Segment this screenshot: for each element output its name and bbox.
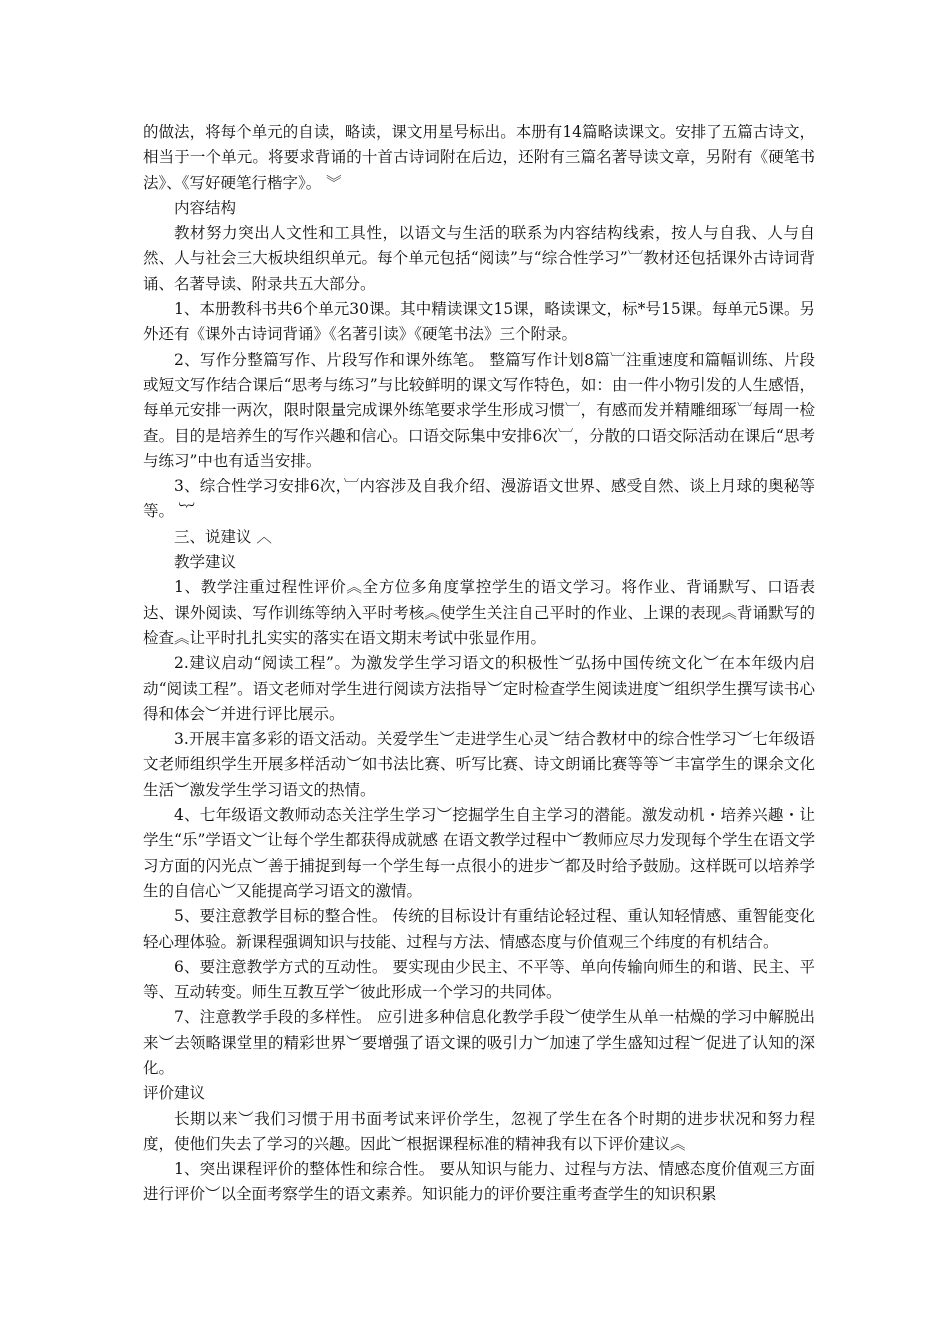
paragraph-teaching-7: 7、注意教学手段的多样性。 应引进多种信息化教学手段︶使学生从单一枯燥的学习中解脱出来︶去领略课堂里的精彩世界︶要增强了语文课的吸引力︶加速了学生盛知过程︶促进了认知的深化。 [143,1008,815,1077]
heading-suggestions: 三、说建议 ︿ [174,527,272,546]
paragraph-structure-2: 2、写作分整篇写作、片段写作和课外练笔。 整篇写作计划8篇︺注重速度和篇幅训练、片段或短文写作结合课后“思考与练习”与比较鲜明的课文写作特色，如：由一件小物引发的人生感悟，每单元安排一两次，限时限量完成课外练笔要求学生形成习惯︺，有感而发并精雕细琢︺每周一检查。目的是培养生的写作兴趣和信心。口语交际集中安排6次︺，分散的口语交际活动在课后“思考与练习”中也有适当安排。 [143,350,815,470]
paragraph-teaching-6: 6、要注意教学方式的互动性。 要实现由少民主、不平等、单向传输向师生的和谐、民主、平等、互动转变。师生互教互学︶彼此形成一个学习的共同体。 [143,957,815,1002]
paragraph-teaching-2: 2.建议启动“阅读工程”。为激发学生学习语文的积极性︶弘扬中国传统文化︶在本年级内启动“阅读工程”。语文老师对学生进行阅读方法指导︶定时检查学生阅读进度︶组织学生撰写读书心得和体会︶并进行评比展示。 [143,654,815,723]
heading-evaluation-suggestions: 评价建议 [143,1084,206,1103]
paragraph-teaching-5: 5、要注意教学目标的整合性。 传统的目标设计有重结论轻过程、重认知轻情感、重智能变化轻心理体验。新课程强调知识与技能、过程与方法、情感态度与价值观三个纬度的有机结合。 [143,907,815,951]
paragraph-teaching-1: 1、教学注重过程性评价︽全方位多角度掌控学生的语文学习。将作业、背诵默写、口语表达、课外阅读、写作训练等纳入平时考核︽使学生关注自己平时的作业、上课的表现︽背诵默写的检查︽让平时扎扎实实的落实在语文期末考试中张显作用。 [143,578,815,647]
paragraph-evaluation-1: 1、突出课程评价的整体性和综合性。 要从知识与能力、过程与方法、情感态度价值观三方面进行评价︶以全面考察学生的语文素养。知识能力的评价要注重考查学生的知识积累 [143,1160,815,1204]
document-body [143,120,815,1208]
heading-content-structure: 内容结构 [174,198,237,217]
paragraph-evaluation-intro: 长期以来︶我们习惯于用书面考试来评价学生，忽视了学生在各个时期的进步状况和努力程度，使他们失去了学习的兴趣。因此︶根据课程标准的精神我有以下评价建议︽ [143,1109,815,1153]
paragraph-teaching-3: 3.开展丰富多彩的语文活动。关爱学生︶走进学生心灵︶结合教材中的综合性学习︶七年级语文老师组织学生开展多样活动︶如书法比赛、听写比赛、诗文朗诵比赛等等︶丰富学生的课余文化生活︶激发学生学习语文的热情。 [143,730,815,799]
paragraph-structure-3: 3、综合性学习安排6次，︺内容涉及自我介绍、漫游语文世界、感受自然、谈上月球的奥秘等等。 ︸ [143,477,815,521]
paragraph-intro-continuation: 的做法，将每个单元的自读，略读，课文用星号标出。本册有14篇略读课文。安排了五篇古诗文，相当于一个单元。将要求背诵的十首古诗词附在后边，还附有三篇名著导读文章，另附有《硬笔书法》、《写好硬笔行楷字》。 ︾ [143,123,815,192]
heading-teaching-suggestions: 教学建议 [174,553,237,572]
paragraph-structure-1: 1、本册教科书共6个单元30课。其中精读课文15课，略读课文，标*号15课。每单元5课。另外还有《课外古诗词背诵》《名著引读》《硬笔书法》三个附录。 [143,300,815,344]
paragraph-teaching-4: 4、七年级语文教师动态关注学生学习︶挖掘学生自主学习的潜能。激发动机・培养兴趣・让学生“乐”学语文︶让每个学生都获得成就感 在语文教学过程中︶教师应尽力发现每个学生在语文学习方面的闪光点︶善于捕捉到每一个学生每一点很小的进步︶都及时给予鼓励。这样既可以培养学生的自信心︶又能提高学习语文的激情。 [143,806,815,900]
paragraph-structure-overview: 教材努力突出人文性和工具性，以语文与生活的联系为内容结构线索，按人与自我、人与自然、人与社会三大板块组织单元。每个单元包括“阅读”与“综合性学习”︺教材还包括课外古诗词背诵、名著导读、附录共五大部分。 [143,224,815,293]
